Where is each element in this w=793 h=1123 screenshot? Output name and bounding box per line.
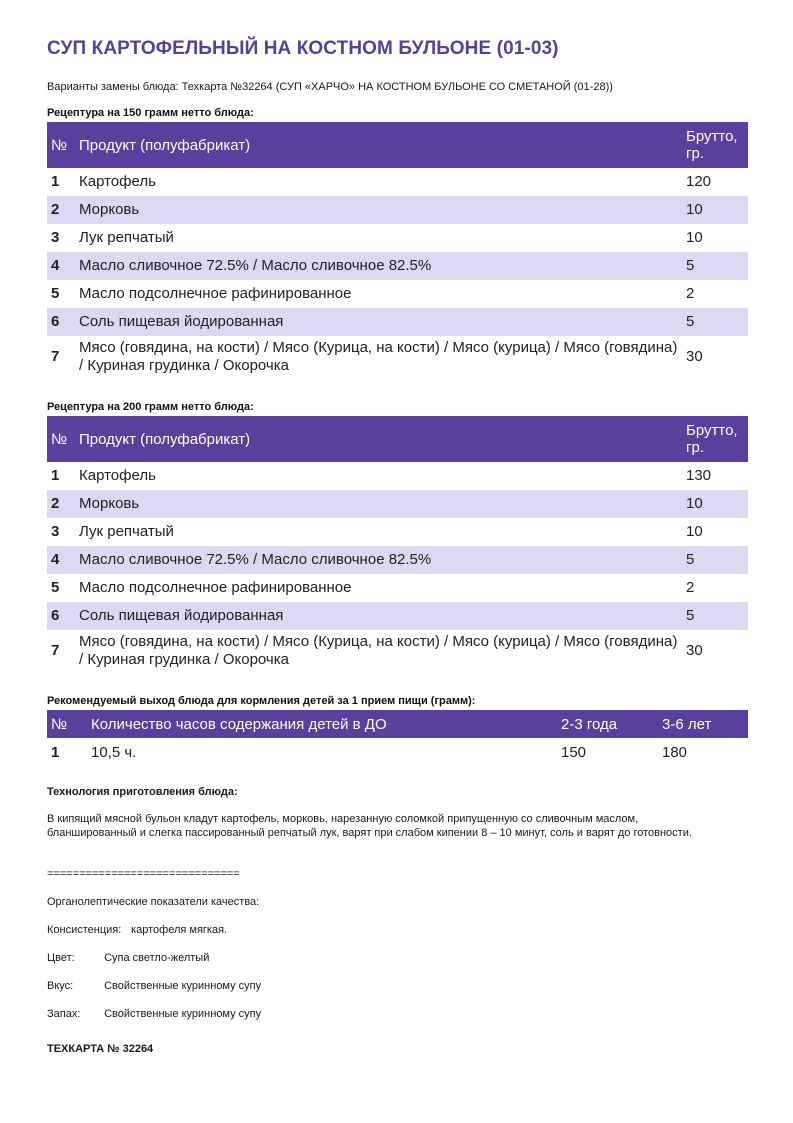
row-product: Лук репчатый [79, 229, 174, 246]
footer-techcard: ТЕХКАРТА № 32264 [47, 1043, 154, 1055]
row-hours: 10,5 ч. [91, 743, 137, 761]
row-num: 6 [47, 308, 75, 336]
row-num: 2 [47, 196, 75, 224]
recipe-150-heading: Рецептура на 150 грамм нетто блюда: [47, 107, 254, 119]
row-product: Морковь [75, 196, 682, 224]
row-brutto: 30 [686, 642, 703, 659]
recipe-150-table [47, 122, 748, 378]
row-num: 1 [51, 467, 60, 484]
output-table [47, 710, 748, 766]
row-num: 3 [51, 229, 60, 246]
row-brutto: 5 [682, 252, 748, 280]
row-num: 1 [51, 173, 60, 190]
table-header-row [47, 710, 748, 738]
table-row [47, 168, 748, 196]
consistency-value: картофеля мягкая. [131, 924, 228, 936]
row-brutto: 130 [686, 467, 712, 484]
row-product: Соль пищевая йодированная [75, 308, 682, 336]
col-num-header: № [47, 710, 87, 738]
row-num: 2 [47, 490, 75, 518]
row-brutto: 10 [686, 229, 703, 246]
row-brutto: 120 [686, 173, 712, 190]
col-num-header: № [47, 416, 75, 462]
row-brutto: 2 [686, 579, 695, 596]
row-brutto: 2 [686, 285, 695, 302]
color-label: Цвет: [47, 952, 75, 964]
recipe-200-table [47, 416, 748, 672]
row-age1: 150 [561, 743, 587, 761]
row-num: 3 [51, 523, 60, 540]
table-row [47, 518, 748, 546]
table-row [47, 602, 748, 630]
row-num: 6 [47, 602, 75, 630]
table-row [47, 280, 748, 308]
col-brutto-header: Брутто, гр. [682, 122, 748, 168]
row-product: Лук репчатый [79, 523, 174, 540]
row-brutto: 10 [682, 196, 748, 224]
col-age2-header: 3-6 лет [658, 710, 748, 738]
row-product: Соль пищевая йодированная [75, 602, 682, 630]
row-num: 5 [51, 579, 60, 596]
table-row [47, 574, 748, 602]
separator: ============================== [47, 868, 240, 880]
row-num: 7 [51, 642, 60, 659]
table-row [47, 546, 748, 574]
smell-line [47, 1008, 261, 1020]
taste-line [47, 980, 261, 992]
recipe-200-heading: Рецептура на 200 грамм нетто блюда: [47, 401, 254, 413]
row-num: 1 [51, 743, 60, 761]
row-product: Морковь [75, 490, 682, 518]
table-row [47, 196, 748, 224]
consistency-line [47, 924, 227, 936]
row-product: Масло подсолнечное рафинированное [79, 285, 352, 302]
row-num: 4 [47, 252, 75, 280]
row-brutto: 10 [686, 523, 703, 540]
organoleptic-heading: Органолептические показатели качества: [47, 896, 260, 908]
technology-text: В кипящий мясной бульон кладут картофель, морковь, нарезанную соломкой припущенную со сливочным маслом, бланшированный и слегка пассированный репчатый лук, варят при слабом кипении 8 – 10 минут, соль и варят до готовности. [47, 813, 692, 839]
row-product: Мясо (говядина, на кости) / Мясо (Курица, на кости) / Мясо (курица) / Мясо (говядина) / Куриная грудинка / Окорочка [79, 339, 678, 374]
color-value: Супа светло-желтый [104, 952, 210, 964]
col-brutto-header: Брутто, гр. [682, 416, 748, 462]
substitution-note: Варианты замены блюда: Техкарта №32264 (СУП «ХАРЧО» НА КОСТНОМ БУЛЬОНЕ СО СМЕТАНОЙ (01-28)) [47, 81, 613, 93]
table-row [47, 308, 748, 336]
table-row [47, 490, 748, 518]
table-row [47, 224, 748, 252]
smell-value: Свойственные куринному супу [104, 1008, 262, 1020]
row-product: Мясо (говядина, на кости) / Мясо (Курица, на кости) / Мясо (курица) / Мясо (говядина) / Куриная грудинка / Окорочка [79, 633, 678, 668]
row-brutto: 30 [686, 348, 703, 365]
table-row [47, 630, 748, 672]
col-product-header: Продукт (полуфабрикат) [75, 122, 682, 168]
col-num-header: № [47, 122, 75, 168]
page-title: СУП КАРТОФЕЛЬНЫЙ НА КОСТНОМ БУЛЬОНЕ (01-03) [47, 38, 559, 59]
row-brutto: 5 [682, 308, 748, 336]
output-heading: Рекомендуемый выход блюда для кормления детей за 1 прием пищи (грамм): [47, 695, 476, 707]
technology-heading: Технология приготовления блюда: [47, 786, 238, 798]
taste-label: Вкус: [47, 980, 74, 992]
row-num: 4 [47, 546, 75, 574]
taste-value: Свойственные куринному супу [104, 980, 262, 992]
row-brutto: 5 [682, 546, 748, 574]
row-product: Масло сливочное 72.5% / Масло сливочное 82.5% [75, 546, 682, 574]
row-num: 5 [51, 285, 60, 302]
col-hours-header: Количество часов содержания детей в ДО [87, 710, 557, 738]
row-brutto: 5 [682, 602, 748, 630]
row-brutto: 10 [682, 490, 748, 518]
row-num: 7 [51, 348, 60, 365]
table-row [47, 738, 748, 766]
row-age2: 180 [662, 743, 688, 761]
row-product: Картофель [79, 467, 156, 484]
row-product: Масло сливочное 72.5% / Масло сливочное 82.5% [75, 252, 682, 280]
color-line [47, 952, 209, 964]
row-product: Масло подсолнечное рафинированное [79, 579, 352, 596]
table-row [47, 462, 748, 490]
consistency-label: Консистенция: [47, 924, 122, 936]
table-header-row [47, 122, 748, 168]
smell-label: Запах: [47, 1008, 81, 1020]
table-header-row [47, 416, 748, 462]
table-row [47, 336, 748, 378]
row-product: Картофель [79, 173, 156, 190]
col-product-header: Продукт (полуфабрикат) [75, 416, 682, 462]
col-age1-header: 2-3 года [557, 710, 658, 738]
table-row [47, 252, 748, 280]
